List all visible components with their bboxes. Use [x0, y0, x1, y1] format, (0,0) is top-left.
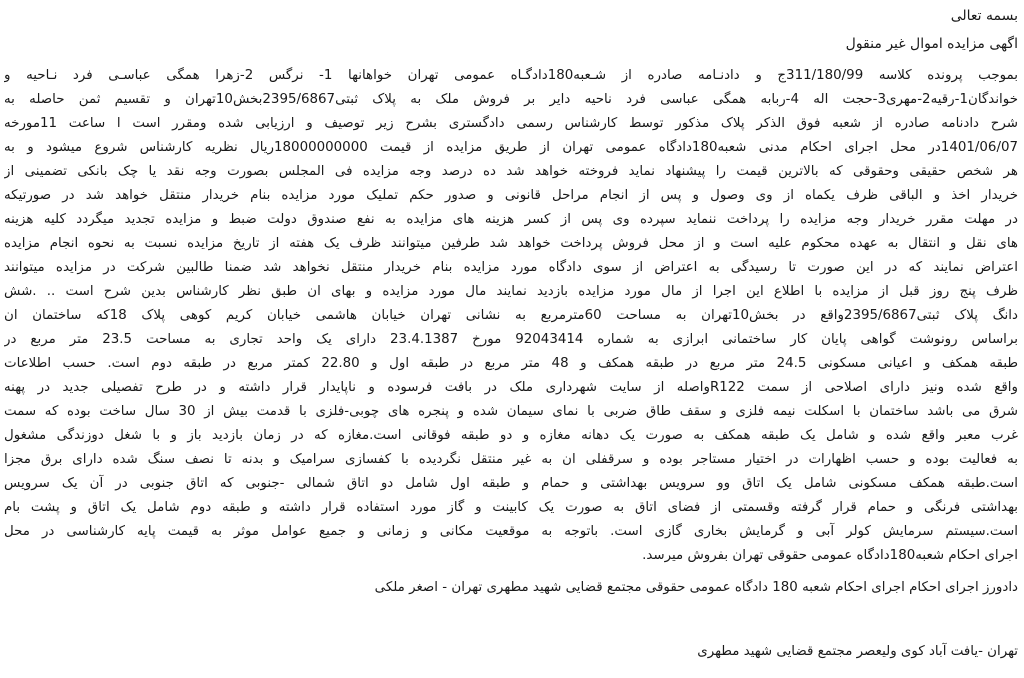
- body-line: شرح دادنامه صادره از شعبه فوق الذکر پلاک مذکور توسط کارشناس رسمی دادگستری بشرح زیر توصیف و ارزیابی شده ومقرر است ا ساعت 11مورخه: [4, 116, 1018, 131]
- signature-line: دادورز اجرای احکام اجرای احکام شعبه 180 دادگاه عمومی حقوقی مجتمع قضایی شهید مطهری تهران - اصغر ملکی: [374, 580, 1018, 595]
- body-line: است.طبقه همکف مسکونی شامل یک اتاق وو سرویس بهداشتی و حمام و طبقه اول شامل دو اتاق شمالی -جنوبی که اتاق جنوبی در آن یک سرویس: [4, 476, 1018, 491]
- address-line: تهران -یافت آباد کوی ولیعصر مجتمع قضایی شهید مطهری: [697, 644, 1018, 659]
- body-line: شرق می باشد ساختمان با اسکلت نیمه فلزی و سقف طاق ضربی با نمای سیمان شده و پنجره های چوبی-فلزی با قدمت بیش از 30 سال ساخت بوده که سمت: [4, 404, 1018, 419]
- body-line: بهداشتی فرنگی و حمام قرار گرفته وقسمتی از فضای اتاق به صورت یک کابینت و گاز مورد استفاده قرار داشته و طبقه دوم شامل یک اتاق و پشت بام: [4, 500, 1018, 515]
- auction-notice: [4, 2, 1018, 674]
- body-line: هر شخص حقیقی وحقوقی که بالاترین قیمت را پیشنهاد نماید فروخته خواهد شد ده درصد وجه مزایده فی المجلس بصورت وجه نقد یا چک بانکی تضمینی از: [4, 164, 1018, 179]
- body-line: های نقل و انتقال به عهده محکوم علیه است و از محل فروش پرداخت خواهد شد طرفین میتوانند ظرف یک هفته از تاریخ مزایده نسبت به نحوه انجام مزایده: [4, 236, 1018, 251]
- body-line: طبقه همکف و اعیانی مسکونی 24.5 متر مربع در طبقه همکف و 48 متر مربع در طبقه اول و 22.80 کمتر مربع در طبقه دوم است. حسب اطلاعات: [4, 356, 1018, 371]
- body-line: خواندگان1-رقیه2-مهری3-حجت اله 4-ربابه همگی عباسی فرد ناحیه دایر بر فروش ملک به پلاک ثبتی2395/6867بخش10تهران و تقسیم ثمن حاصله به: [4, 92, 1018, 107]
- notice-body: [4, 64, 1018, 568]
- body-line: اعتراض نمایند که در این صورت تا رسیدگی به اعتراض از سوی دادگاه مورد مزایده بنام خریدار منتقل نخواهد شد ضمنا طالبین شرکت در مزایده میتوانند: [4, 260, 1018, 275]
- body-line: براساس رونوشت گواهی پایان کار ساختمانی ابرازی به شماره 92043414 مورخ 23.4.1387 دارای یک واحد تجاری به مساحت 23.5 متر مربع در: [4, 332, 1018, 347]
- body-line: به فعالیت بوده و حسب اظهارات در اختیار مستاجر بوده و سرقفلی ان به غیر منتقل نگردیده با کفسازی سرامیک و بدنه تا نصف سنگ شده دارای برق مجزا: [4, 452, 1018, 467]
- notice-title: اگهی مزایده اموال غیر منقول: [845, 36, 1018, 52]
- body-line-last: اجرای احکام شعبه180دادگاه عمومی حقوقی تهران بفروش میرسد.: [642, 548, 1018, 563]
- body-line: است.سیستم سرمایش کولر آبی و گرمایش بخاری گازی است. باتوجه به موقعیت مکانی و زمانی و جمیع عوامل موثر به قیمت پایه کارشناسی در محل: [4, 524, 1018, 539]
- body-line: غرب معبر واقع شده و شامل یک طبقه همکف به صورت یک دهانه مغازه و دو طبقه فوقانی است.مغازه که در زمان بازدید باز و با شغل دوزندگی مشغول: [4, 428, 1018, 443]
- body-line: بموجب پرونده کلاسه 311/180/99ج و دادنـامه صادره از شـعبه180دادگـاه عمومی تهران خواهانها 1- نرگس 2-زهرا همگی عباسـی فرد نـاحیه و: [4, 68, 1018, 83]
- body-line: خریدار اخذ و الباقی ظرف یکماه از وی وصول و پس از انجام مراحل قانونی و صدور حکم تملیک مورد مزایده بنام خریدار منتقل خواهد شد در صورتیکه: [4, 188, 1018, 203]
- body-line: دانگ پلاک ثبتی2395/6867واقع در بخش10تهران به مساحت 60مترمربع به نشانی تهران خیابان هاشمی خیابان کریم کوهی پلاک 18که ساختمان ان: [4, 308, 1018, 323]
- body-line: واقع شده ونیز دارای اصلاحی از سمت R122واصله از سایت شهرداری ملک در بافت فرسوده و ناپایدار قرار داشته و در طرح تفصیلی جدید در پهنه: [4, 380, 1018, 395]
- body-line: در مهلت مقرر خریدار وجه مزایده را پرداخت ننماید سپرده وی پس از کسر هزینه های مزایده به نفع صندوق دولت ضبط و مزایده تجدید میگردد کلیه هزینه: [4, 212, 1018, 227]
- body-line: ظرف پنج روز قبل از مزایده با اطلاع این اجرا از مال مورد مزایده بازدید نمایند مال مورد مزایده و بهای ان طبق نظر کارشناس بدین شرح است .. .شش: [4, 284, 1018, 299]
- basmala-heading: بسمه تعالی: [950, 8, 1018, 24]
- body-line: 1401/06/07در محل اجرای احکام مدنی شعبه180دادگاه عمومی تهران از طریق مزایده از قیمت 18000000000ریال نظریه کارشناس شروع میشود و به: [4, 140, 1018, 155]
